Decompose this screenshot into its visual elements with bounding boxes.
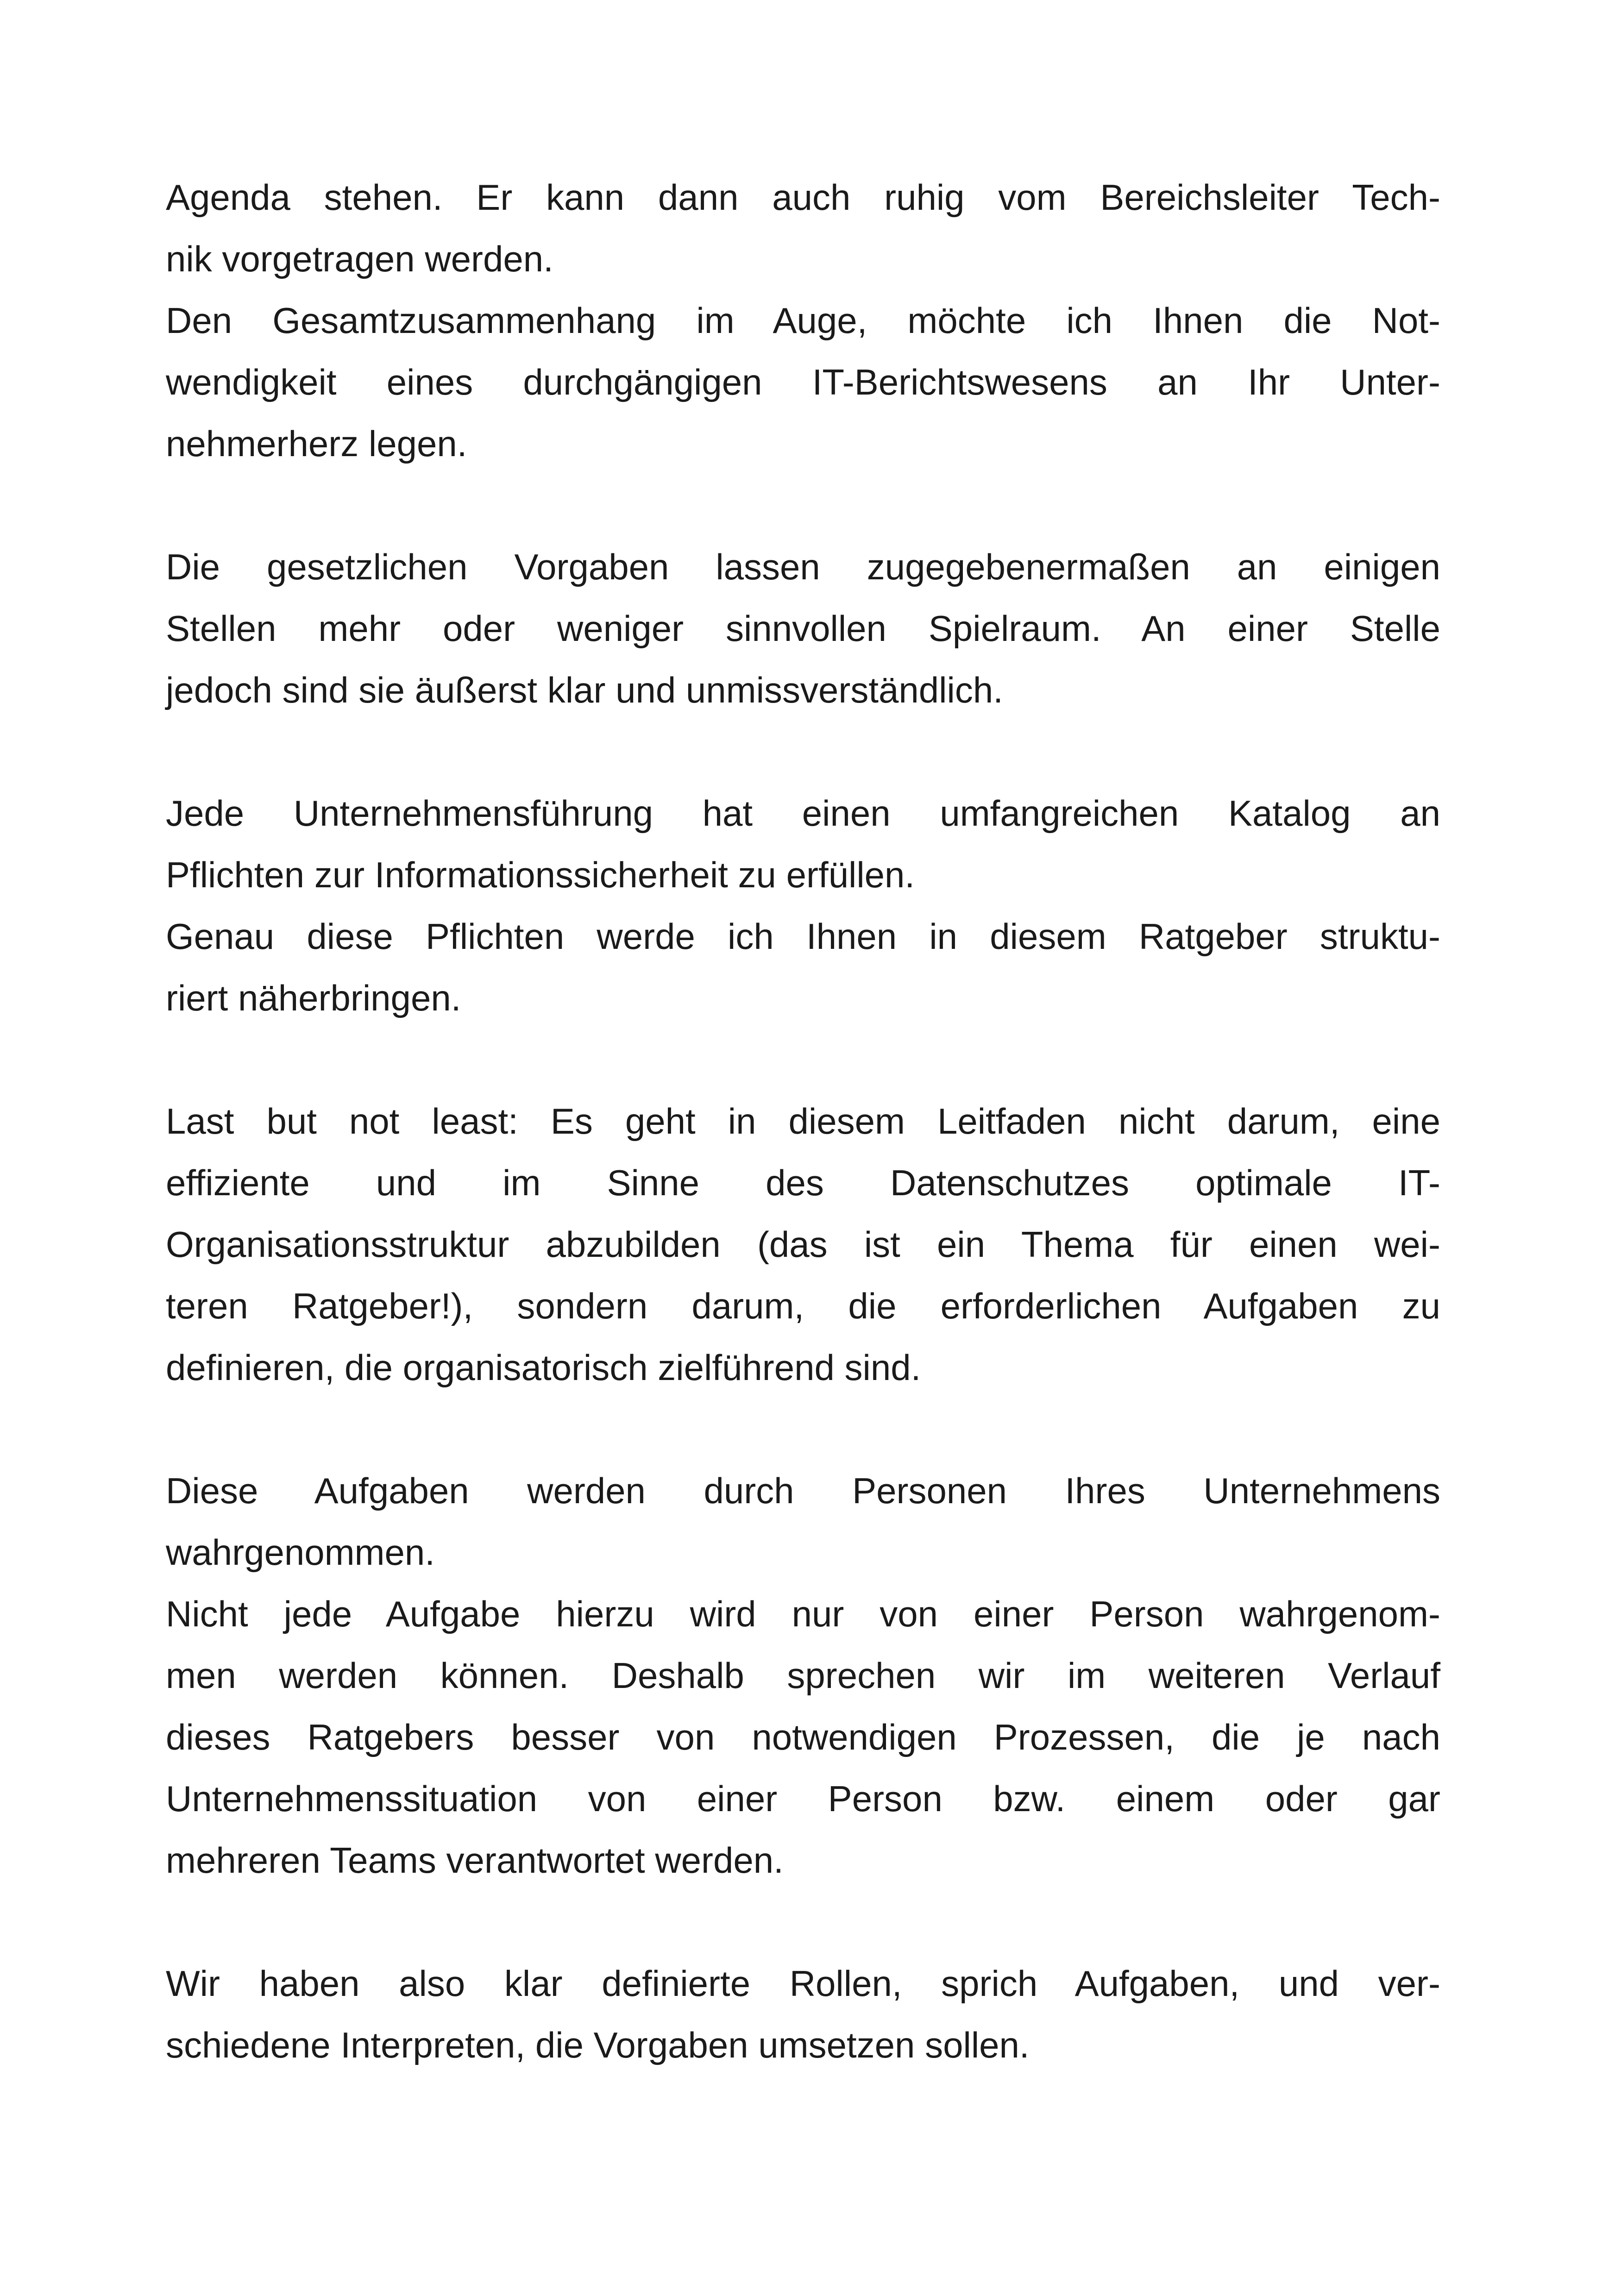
text-line: Stellen mehr oder weniger sinnvollen Spielraum. An einer Stelle — [166, 608, 1440, 649]
text-line: nik vorgetragen werden. — [166, 238, 553, 279]
paragraph-5 — [166, 1460, 1440, 1891]
text-line: mehreren Teams verantwortet werden. — [166, 1840, 784, 1881]
paragraph-1 — [166, 167, 1440, 475]
text-line: jedoch sind sie äußerst klar und unmissverständlich. — [166, 670, 1003, 710]
text-line: nehmerherz legen. — [166, 423, 467, 464]
text-line: Den Gesamtzusammenhang im Auge, möchte ich Ihnen die Not- — [166, 300, 1440, 341]
paragraph-3 — [166, 783, 1440, 1029]
text-line: wahrgenommen. — [166, 1532, 435, 1573]
text-line: Agenda stehen. Er kann dann auch ruhig vom Bereichsleiter Tech- — [166, 177, 1440, 218]
text-line: Diese Aufgaben werden durch Personen Ihres Unternehmens — [166, 1470, 1440, 1511]
paragraph-2 — [166, 536, 1440, 721]
text-line: Die gesetzlichen Vorgaben lassen zugegebenermaßen an einigen — [166, 546, 1440, 587]
text-line: effiziente und im Sinne des Datenschutzes optimale IT- — [166, 1162, 1440, 1203]
text-line: definieren, die organisatorisch zielführend sind. — [166, 1347, 921, 1388]
text-line: Wir haben also klar definierte Rollen, sprich Aufgaben, und ver- — [166, 1963, 1440, 2004]
text-line: dieses Ratgebers besser von notwendigen Prozessen, die je nach — [166, 1717, 1440, 1757]
text-line: Jede Unternehmensführung hat einen umfangreichen Katalog an — [166, 793, 1440, 834]
text-line: teren Ratgeber!), sondern darum, die erforderlichen Aufgaben zu — [166, 1286, 1440, 1326]
text-line: Organisationsstruktur abzubilden (das ist ein Thema für einen wei- — [166, 1224, 1440, 1265]
text-line: Unternehmenssituation von einer Person bzw. einem oder gar — [166, 1778, 1440, 1819]
text-line: schiedene Interpreten, die Vorgaben umsetzen sollen. — [166, 2025, 1030, 2065]
paragraph-6 — [166, 1953, 1440, 2076]
text-line: Nicht jede Aufgabe hierzu wird nur von einer Person wahrgenom- — [166, 1593, 1440, 1634]
text-line: wendigkeit eines durchgängigen IT-Berichtswesens an Ihr Unter- — [166, 362, 1440, 402]
text-line: Pflichten zur Informationssicherheit zu erfüllen. — [166, 854, 915, 895]
body-text — [166, 167, 1440, 2138]
text-line: Genau diese Pflichten werde ich Ihnen in diesem Ratgeber struktu- — [166, 916, 1440, 957]
text-line: men werden können. Deshalb sprechen wir im weiteren Verlauf — [166, 1655, 1440, 1696]
paragraph-4 — [166, 1091, 1440, 1399]
text-line: riert näherbringen. — [166, 978, 461, 1018]
text-line: Last but not least: Es geht in diesem Leitfaden nicht darum, eine — [166, 1101, 1440, 1142]
